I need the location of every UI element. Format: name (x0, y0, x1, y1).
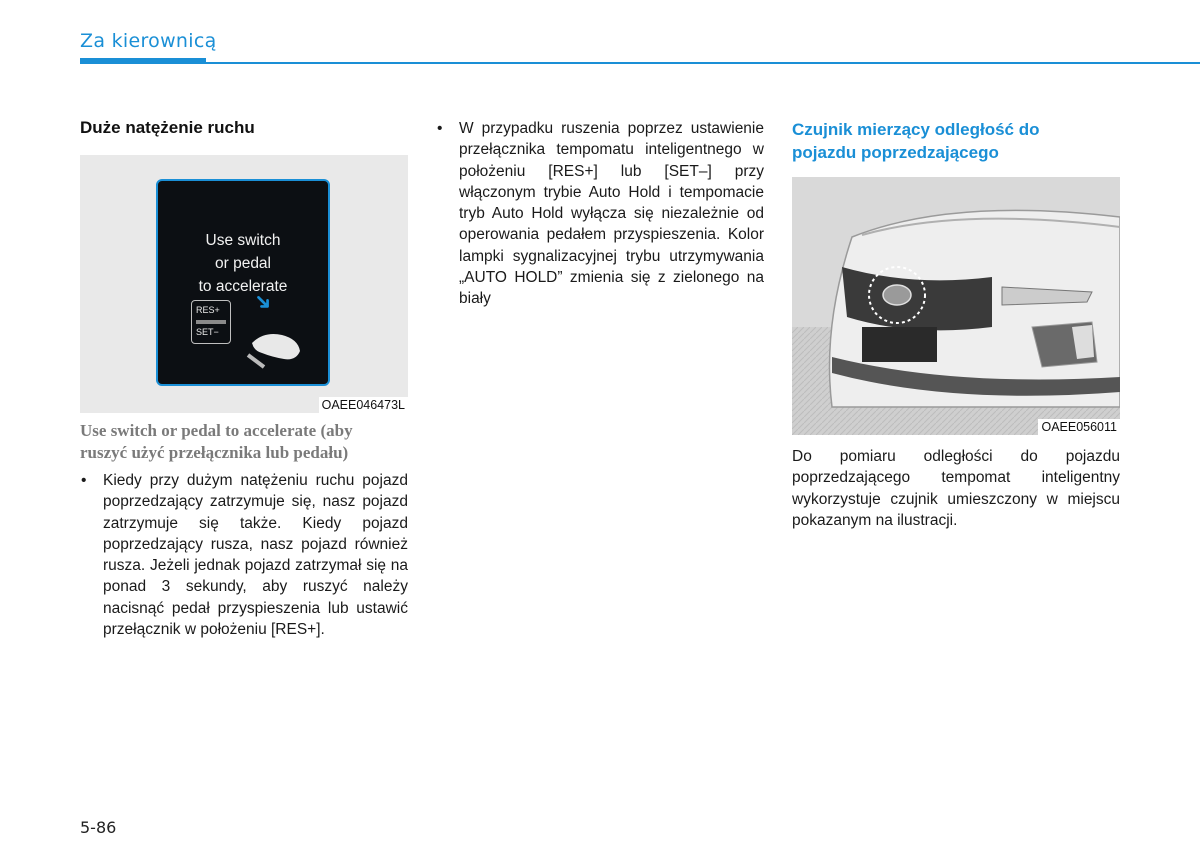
heading-distance-sensor: Czujnik mierzący odległość do pojazdu poprzedzającego (792, 120, 1040, 162)
cluster-display (156, 179, 330, 386)
bullet-text: W przypadku ruszenia poprzez ustawienie przełącznika tempomatu inteligentnego w położeniu [RES+] lub [SET–] przy włączonym trybie Auto Hold i tempomacie tryb Auto Hold wyłącza się niezależnie od operowania pedałem przyspieszenia. Kolor lampki sygnalizacyjnej trybu utrzymywania „AUTO HOLD” zmienia się z zielonego na biały (459, 120, 764, 308)
arrow-icon: ➜ (248, 286, 279, 318)
switch-set-label: SET− (196, 327, 219, 337)
figure-code: OAEE056011 (1038, 419, 1120, 435)
header-rule (80, 62, 1200, 64)
switch-icon (191, 300, 231, 344)
pedal-foot-icon (246, 321, 306, 371)
cluster-figure (80, 155, 408, 413)
bullet-auto-hold (437, 118, 764, 310)
figure-code: OAEE046473L (319, 397, 408, 413)
switch-bar (196, 320, 226, 324)
section-title: Za kierownicą (80, 30, 217, 52)
heading-heavy-traffic: Duże natężenie ruchu (80, 118, 255, 137)
bullet-dot-icon: • (81, 472, 87, 489)
header-rule-accent (80, 58, 206, 64)
bullet-dot-icon: • (437, 120, 443, 137)
page-number: 5-86 (80, 818, 117, 837)
bullet-text: Kiedy przy dużym natężeniu ruchu pojazd poprzedzający zatrzymuje się, nasz pojazd zatrzymuje się także. Kiedy pojazd poprzedzający rusza, nasz pojazd również rusza. Jeżeli jednak pojazd zatrzymał się na ponad 3 sekundy, aby ruszyć należy nacisnąć pedał przyspieszenia lub ustawić przełącznik w położeniu [RES+]. (103, 472, 408, 639)
figure-caption: Use switch or pedal to accelerate (aby ruszyć użyć przełącznika lub pedału) (80, 421, 353, 462)
car-front-figure (792, 177, 1120, 435)
switch-res-label: RES+ (196, 305, 220, 315)
car-front-illustration (792, 177, 1120, 435)
cluster-message: Use switch or pedal to accelerate (198, 232, 288, 295)
bullet-heavy-traffic (81, 470, 408, 640)
sensor-paragraph: Do pomiaru odległości do pojazdu poprzedzającego tempomat inteligentny wykorzystuje czujnik umieszczony w miejscu pokazanym na ilustracji. (792, 448, 1120, 529)
